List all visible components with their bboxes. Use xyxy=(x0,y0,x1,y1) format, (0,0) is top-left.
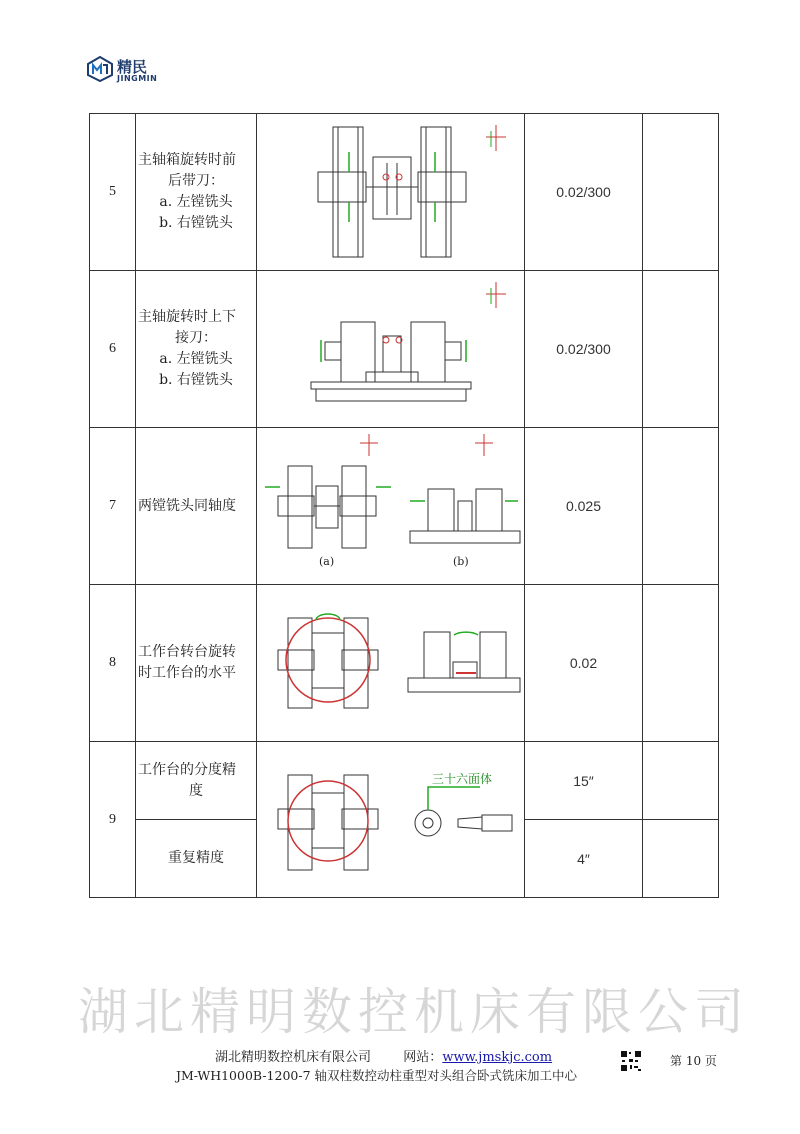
actual-value-cell xyxy=(643,742,719,820)
tolerance-value: 0.02 xyxy=(525,585,643,742)
item-line: a. 左镗铣头 xyxy=(159,194,233,210)
figure-label: 三十六面体 xyxy=(432,772,493,786)
check-item xyxy=(136,742,257,820)
item-line: b. 右镗铣头 xyxy=(159,372,233,388)
table-row xyxy=(90,271,719,428)
logo-text-cn: 精民 xyxy=(117,58,148,76)
qr-code-icon xyxy=(620,1050,642,1072)
row-number: 7 xyxy=(90,428,136,585)
item-line: 工作台转台旋转 xyxy=(138,644,236,660)
tolerance-value: 0.025 xyxy=(525,428,643,585)
footer-company: 湖北精明数控机床有限公司 xyxy=(215,1050,372,1065)
company-logo xyxy=(87,54,167,88)
caption-a: (a) xyxy=(319,555,335,568)
item-line: 度 xyxy=(189,782,203,799)
table-row xyxy=(90,428,719,585)
spindle-side-view-diagram xyxy=(261,274,521,424)
item-line: 接刀： xyxy=(175,330,217,346)
logo-mark-icon xyxy=(87,56,113,82)
logo-text-en: JINGMIN xyxy=(117,74,158,83)
test-diagram xyxy=(257,428,525,585)
item-line: a. 左镗铣头 xyxy=(159,351,233,367)
test-diagram xyxy=(257,271,525,428)
check-item xyxy=(136,271,257,428)
row-number: 5 xyxy=(90,114,136,271)
test-diagram xyxy=(257,585,525,742)
check-item xyxy=(136,114,257,271)
actual-value-cell xyxy=(643,271,719,428)
page-number: 第 10 页 xyxy=(670,1054,717,1068)
footer-model-line: JM-WH1000B-1200-7 轴双柱数控动柱重型对头组合卧式铣床加工中心 xyxy=(176,1068,578,1083)
actual-value-cell xyxy=(643,428,719,585)
check-item xyxy=(136,585,257,742)
row-number: 9 xyxy=(90,742,136,898)
tolerance-value: 0.02/300 xyxy=(525,114,643,271)
table-row xyxy=(90,742,719,820)
item-line: 主轴旋转时上下 xyxy=(138,309,236,325)
accuracy-spec-table xyxy=(89,113,719,898)
tolerance-value: 4″ xyxy=(525,820,643,898)
footer-site-label: 网站： xyxy=(403,1050,443,1065)
actual-value-cell xyxy=(643,585,719,742)
indexing-accuracy-diagram xyxy=(260,745,522,895)
table-row xyxy=(90,114,719,271)
row-number: 6 xyxy=(90,271,136,428)
item-line: b. 右镗铣头 xyxy=(159,215,233,231)
item-line: 两镗铣头同轴度 xyxy=(138,497,236,514)
tolerance-value: 0.02/300 xyxy=(525,271,643,428)
actual-value-cell xyxy=(643,114,719,271)
table-row xyxy=(90,585,719,742)
item-line: 时工作台的水平 xyxy=(138,665,236,681)
check-item xyxy=(136,428,257,585)
coaxiality-diagram xyxy=(260,431,522,581)
spindle-front-view-diagram xyxy=(261,117,521,267)
tolerance-value: 15″ xyxy=(525,742,643,820)
test-diagram xyxy=(257,114,525,271)
actual-value-cell xyxy=(643,820,719,898)
row-number: 8 xyxy=(90,585,136,742)
watermark: 湖北精明数控机床有限公司 xyxy=(78,983,750,1041)
footer-company-line xyxy=(215,1046,552,1065)
check-item xyxy=(136,820,257,898)
item-line: 后带刀： xyxy=(168,173,224,189)
website-link[interactable]: www.jmskjc.com xyxy=(442,1050,553,1065)
item-line: 重复精度 xyxy=(168,850,224,866)
item-line: 主轴箱旋转时前 xyxy=(138,152,236,168)
caption-b: (b) xyxy=(453,555,469,568)
rotary-table-diagram xyxy=(260,588,522,738)
item-line: 工作台的分度精 xyxy=(138,761,236,778)
test-diagram xyxy=(257,742,525,898)
